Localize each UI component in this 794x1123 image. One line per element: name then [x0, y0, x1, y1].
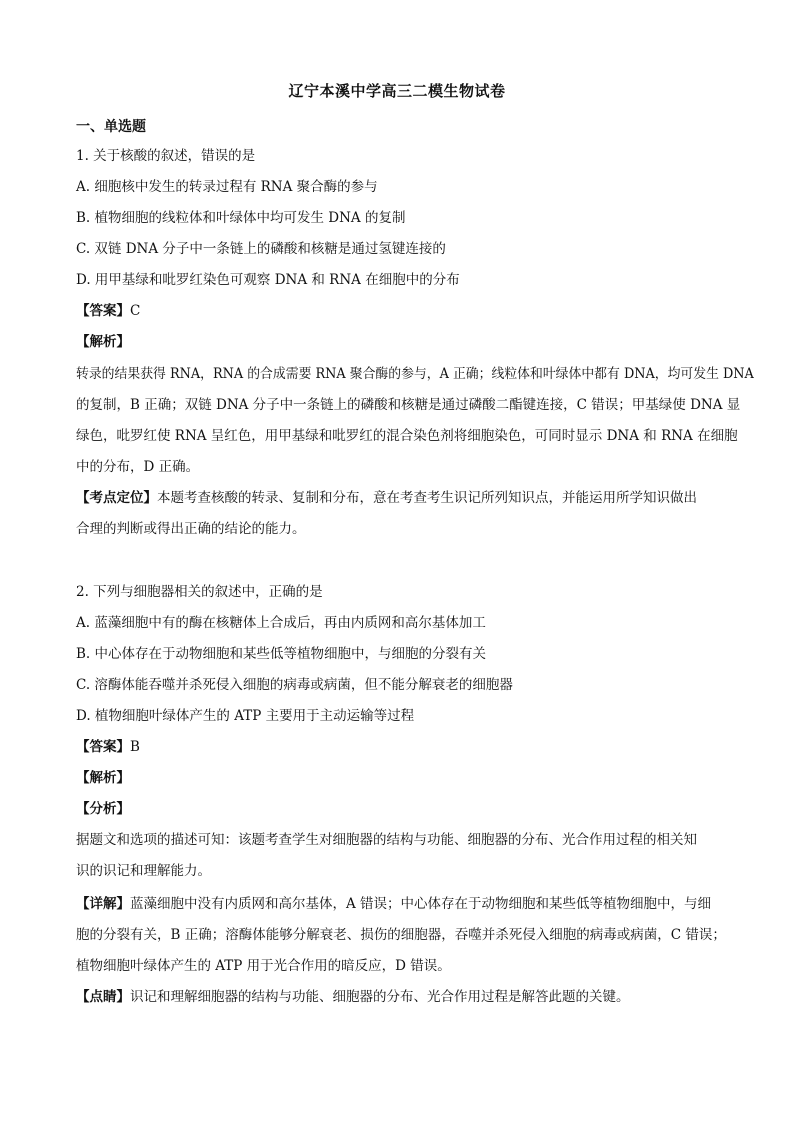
question-2-analysis-line: 识的识记和理解能力。: [76, 863, 211, 879]
section-heading: 一、单选题: [76, 119, 146, 135]
question-1-stem: 1. 关于核酸的叙述，错误的是: [76, 148, 256, 164]
question-2-option-d: D. 植物细胞叶绿体产生的 ATP 主要用于主动运输等过程: [76, 708, 415, 724]
question-1-analysis-line: 转录的结果获得 RNA，RNA 的合成需要 RNA 聚合酶的参与，A 正确；线粒体和叶绿体中都有 DNA，均可发生 DNA: [76, 366, 754, 382]
question-1-analysis-line: 中的分布，D 正确。: [76, 459, 200, 475]
question-2-detail-line: 【详解】蓝藻细胞中没有内质网和高尔基体，A 错误；中心体存在于动物细胞和某些低等植物细胞中，与细: [76, 896, 712, 912]
question-1-analysis-line: 的复制，B 正确；双链 DNA 分子中一条链上的磷酸和核糖是通过磷酸二酯键连接，C 错误；甲基绿使 DNA 显: [76, 397, 741, 413]
question-2-analysis-line: 据题文和选项的描述可知：该题考查学生对细胞器的结构与功能、细胞器的分布、光合作用过程的相关知: [76, 832, 697, 848]
question-1-analysis-line: 绿色，吡罗红使 RNA 呈红色，用甲基绿和吡罗红的混合染色剂将细胞染色，可同时显示 DNA 和 RNA 在细胞: [76, 428, 738, 444]
question-2-detail-line: 胞的分裂有关，B 正确；溶酶体能够分解衰老、损伤的细胞器，吞噬并杀死侵入细胞的病毒或病菌，C 错误；: [76, 927, 726, 943]
question-2-option-c: C. 溶酶体能吞噬并杀死侵入细胞的病毒或病菌，但不能分解衰老的细胞器: [76, 677, 513, 693]
question-1-answer: 【答案】C: [76, 303, 141, 319]
question-2-option-a: A. 蓝藻细胞中有的酶在核糖体上合成后，再由内质网和高尔基体加工: [76, 615, 486, 631]
question-1-option-a: A. 细胞核中发生的转录过程有 RNA 聚合酶的参与: [76, 179, 378, 195]
question-1-point-line: 【考点定位】本题考查核酸的转录、复制和分布，意在考查考生识记所列知识点，并能运用所学知识做出: [76, 490, 697, 506]
question-2-detail-line: 植物细胞叶绿体产生的 ATP 用于光合作用的暗反应，D 错误。: [76, 958, 451, 974]
question-2-stem: 2. 下列与细胞器相关的叙述中，正确的是: [76, 584, 323, 600]
question-2-comment-line: 【点睛】识记和理解细胞器的结构与功能、细胞器的分布、光合作用过程是解答此题的关键。: [76, 989, 630, 1005]
question-1-point-line: 合理的判断或得出正确的结论的能力。: [76, 521, 306, 537]
question-1-option-c: C. 双链 DNA 分子中一条链上的磷酸和核糖是通过氢键连接的: [76, 241, 446, 257]
question-1-option-b: B. 植物细胞的线粒体和叶绿体中均可发生 DNA 的复制: [76, 210, 406, 226]
question-1-analysis-label: 【解析】: [76, 334, 130, 350]
question-2-analysis-sub-label: 【分析】: [76, 801, 130, 817]
question-2-analysis-label: 【解析】: [76, 770, 130, 786]
question-2-answer: 【答案】B: [76, 739, 140, 755]
question-1-option-d: D. 用甲基绿和吡罗红染色可观察 DNA 和 RNA 在细胞中的分布: [76, 272, 460, 288]
page-title: 辽宁本溪中学高三二模生物试卷: [288, 82, 506, 100]
question-2-option-b: B. 中心体存在于动物细胞和某些低等植物细胞中，与细胞的分裂有关: [76, 646, 487, 662]
